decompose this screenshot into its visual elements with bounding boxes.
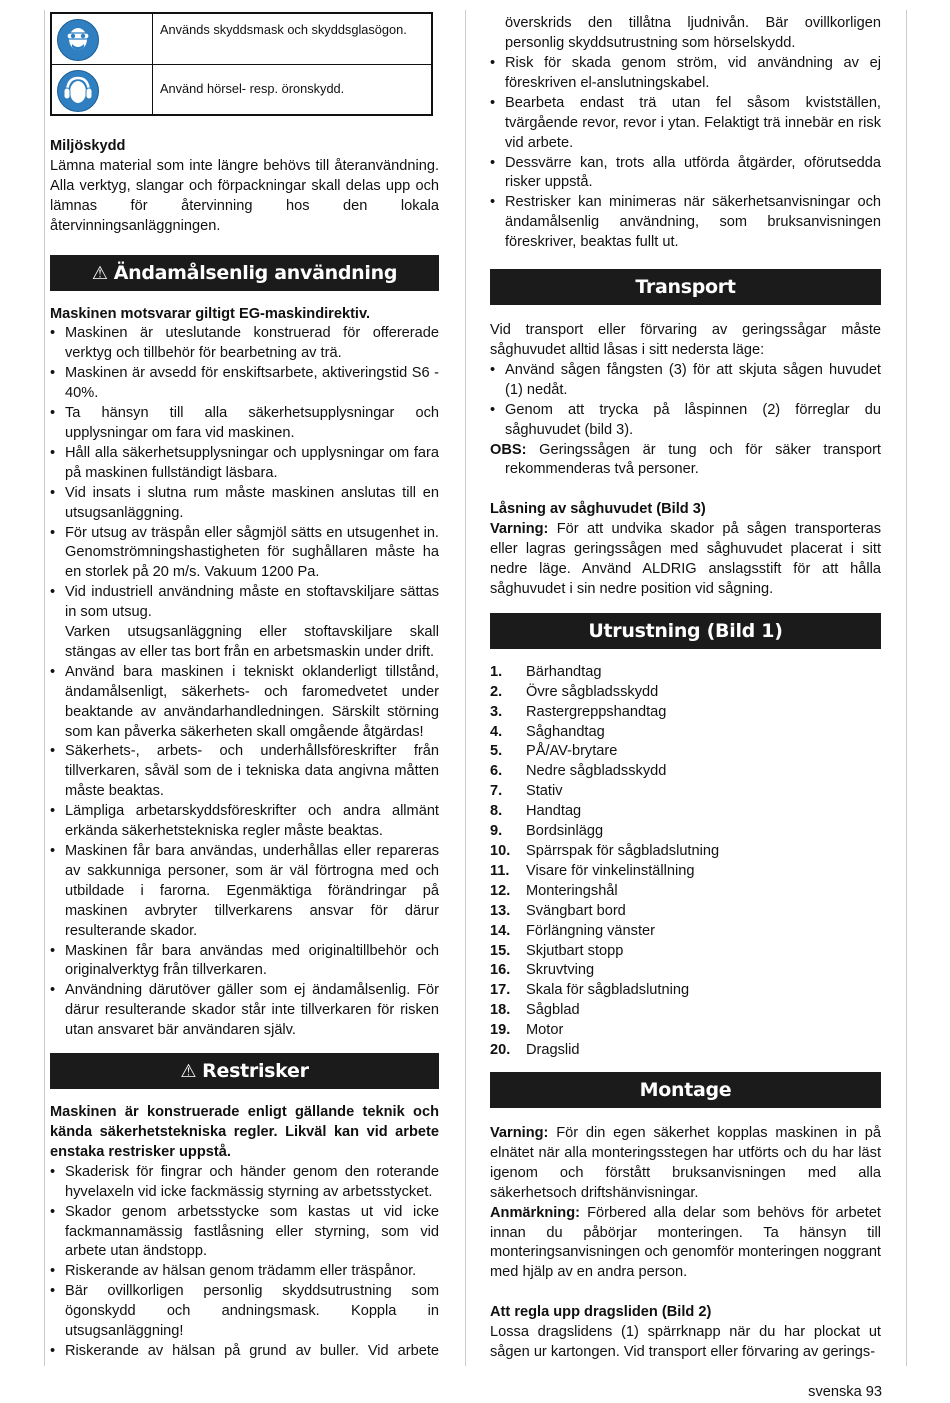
transport-banner [490, 269, 881, 305]
residual-risks-list-right [490, 14, 881, 253]
warning-triangle-icon: ⚠ [180, 1061, 197, 1083]
equipment-item-label: Såghandtag [526, 723, 605, 740]
equipment-item-label: Skjutbart stopp [526, 942, 624, 959]
lock-heading: Låsning av såghuvudet (Bild 3) [490, 501, 706, 518]
equipment-item-number: 3. [490, 703, 503, 720]
transport-list [490, 361, 881, 441]
equipment-item-label: Dragslid [526, 1042, 580, 1059]
equipment-item [490, 942, 881, 962]
equipment-item [490, 742, 881, 762]
residual-risks-list-left [50, 1163, 439, 1362]
equipment-item [490, 1001, 881, 1021]
list-item: • Vid industriell användning måste en stoftavskiljare sättas in som utsug. Varken utsugsanläggning eller stoftavskiljare skall stängas av eller tas bort från en arbetsmaskin under drift. [50, 584, 439, 660]
equipment-item [490, 762, 881, 782]
column-divider [465, 10, 466, 1366]
list-item: • Använd bara maskinen i tekniskt oklanderligt tillstånd, ändamålsenligt, säkerhets- och faromedvetet under beaktande av användarhandledningen. Särskilt störning som kan påverka säkerheten skall omgående åtgärdas! [50, 663, 439, 740]
equipment-item-label: Visare för vinkelinställning [526, 862, 695, 879]
list-item: • Använd sågen fångsten (3) för att skjuta sågen huvudet (1) nedåt. [490, 361, 881, 398]
list-item: • För utsug av träspån eller sågmjöl sätts en utsugenhet in. Genomströmningshastigheten för sughållaren måste ha en storlek på 20 m/s. Vakuum 1200 Pa. [50, 524, 439, 581]
equipment-item [490, 1041, 881, 1061]
residual-risks-banner [50, 1053, 439, 1089]
list-item: • Riskerande av hälsan på grund av buller. Vid arbete [50, 1342, 439, 1362]
intended-use-banner [50, 255, 439, 291]
list-item: • Skador genom arbetsstycke som kastas ut vid icke fackmannamässig fastlåsning eller styrning, som vid arbete utan ändstopp. [50, 1203, 439, 1260]
equipment-item-label: Monteringshål [526, 882, 618, 899]
equipment-item-number: 14. [490, 922, 511, 939]
right-margin-line [906, 10, 907, 1366]
list-item: • Håll alla säkerhetsupplysningar och upplysningar om fara på maskinen fullständigt läsbara. [50, 444, 439, 481]
equipment-item-number: 17. [490, 982, 511, 999]
equipment-item [490, 882, 881, 902]
safety-icon-cell [52, 14, 153, 64]
equipment-item-label: Bärhandtag [526, 663, 602, 680]
transport-intro: Vid transport eller förvaring av geringssågar måste såghuvudet alltid låsas i sitt nedersta läge: [490, 322, 881, 358]
equipment-item-label: Förlängning vänster [526, 922, 655, 939]
list-item: • Bär ovillkorligen personlig skyddsutrustning som ögonskydd och andningsmask. Koppla in utsugsanläggning! [50, 1283, 439, 1340]
equipment-item-number: 12. [490, 882, 511, 899]
list-item: • Maskinen är avsedd för enskiftsarbete, aktiveringstid S6 - 40%. [50, 365, 439, 402]
equipment-item-number: 4. [490, 723, 503, 740]
equipment-item-number: 9. [490, 823, 503, 840]
warning-triangle-icon: ⚠ [91, 262, 108, 284]
equipment-item-number: 6. [490, 763, 503, 780]
obs-label: OBS: [490, 441, 527, 458]
list-item: • Genom att trycka på låspinnen (2) förreglar du såghuvudet (bild 3). [490, 401, 881, 438]
list-item: • Restrisker kan minimeras när säkerhetsanvisningar och ändamålsenlig användning, som bruksanvisningen föreskriver, beaktas fullt ut. [490, 194, 881, 251]
left-column [50, 137, 439, 1362]
equipment-item-number: 10. [490, 843, 511, 859]
equipment-item [490, 663, 881, 683]
safety-text-mask: Används skyddsmask och skyddsglasögon. [160, 22, 407, 37]
equipment-item-label: Spärrspak för sågbladslutning [526, 843, 720, 859]
list-item: • Skaderisk för fingrar och händer genom den roterande hyvelaxeln vid icke fackmässig styrning av arbetsstycket. [50, 1163, 439, 1200]
ear-protection-icon [57, 70, 99, 112]
intended-use-list [50, 324, 439, 1041]
equipment-item-label: Motor [526, 1022, 564, 1039]
safety-row-mask [52, 14, 431, 65]
equipment-item [490, 683, 881, 703]
transport-title: Transport [635, 276, 736, 299]
list-item: • Användning därutöver gäller som ej ändamålsenlig. För därur resulterande skador står inte tillverkaren för risken utan ansvaret bär användaren själv. [50, 982, 439, 1039]
equipment-item-number: 13. [490, 902, 511, 919]
equipment-item [490, 842, 881, 862]
environment-heading: Miljöskydd [50, 138, 126, 154]
equipment-item-label: Rastergreppshandtag [526, 703, 667, 720]
lock-warning: Varning: För att undvika skador på sågen transporteras eller lagras geringssågen med såghuvudet placerat i sitt nedre läge. Använd ALDRIG anslagsstift för att hålla såghuvudet i sin nedre position vid sågning. [490, 521, 881, 597]
assembly-warning: Varning: För din egen säkerhet kopplas maskinen in på elnätet när alla monteringsstegen har utförts och du har läst igenom och förstått bruksanvisningen med alla säkerhetsoch driftshänvisningar. [490, 1124, 881, 1201]
equipment-item [490, 961, 881, 981]
equipment-item [490, 922, 881, 942]
equipment-item-number: 5. [490, 743, 503, 760]
right-column [490, 14, 881, 1363]
list-item: • Dessvärre kan, trots alla utförda åtgärder, oförutsedda risker uppstå. [490, 154, 881, 191]
equipment-item [490, 981, 881, 1001]
list-item: • Maskinen får bara användas med originaltillbehör och originalverktyg från tillverkaren. [50, 942, 439, 979]
list-item: • Risk för skada genom ström, vid användning av ej föreskriven el-anslutningskabel. [490, 55, 881, 91]
intended-use-intro: Maskinen motsvarar giltigt EG-maskindirektiv. [50, 305, 371, 322]
environment-text: Lämna material som inte längre behövs till återanvändning. Alla verktyg, slangar och förpackningar skall delas upp och lämnas för återvinning hos den lokala återvinningsanläggningen. [50, 157, 439, 234]
split-item-rest: överskrids den tillåtna ljudnivån. Bär ovillkorligen personlig skyddsutrustning som hörselskydd. [505, 14, 881, 51]
list-item: • Lämpliga arbetarskyddsföreskrifter och andra allmänt erkända säkerhetstekniska regler måste beaktas. [50, 803, 439, 840]
equipment-item-label: Skruvtving [526, 962, 595, 979]
equipment-item-label: Övre sågbladsskydd [526, 683, 659, 700]
equipment-item-label: Handtag [526, 803, 582, 820]
equipment-item-label: Stativ [526, 783, 563, 800]
residual-risks-title: Restrisker [202, 1060, 309, 1083]
equipment-item [490, 822, 881, 842]
equipment-item-label: Bordsinlägg [526, 823, 604, 840]
list-item: • Säkerhets-, arbets- och underhållsföreskrifter från tillverkaren, såväl som de i tekniska data angivna måtten måste beaktas. [50, 743, 439, 800]
left-margin-line [44, 10, 45, 1366]
equipment-banner [490, 613, 881, 649]
list-item-continued [490, 14, 881, 54]
safety-symbol-table [50, 12, 433, 116]
equipment-item-number: 1. [490, 663, 503, 680]
equipment-item-number: 19. [490, 1022, 511, 1039]
equipment-item-number: 11. [490, 862, 510, 879]
obs-text: Geringssågen är tung och för säker transport rekommenderas två personer. [505, 441, 881, 478]
equipment-item-label: Nedre sågbladsskydd [526, 763, 667, 780]
transport-obs [490, 441, 881, 481]
equipment-item-number: 15. [490, 942, 511, 959]
equipment-item-label: PÅ/AV-brytare [526, 743, 618, 760]
safety-row-ear [52, 65, 431, 115]
equipment-item-number: 7. [490, 783, 503, 800]
equipment-item-number: 20. [490, 1042, 511, 1059]
slide-heading: Att regla upp dragsliden (Bild 2) [490, 1304, 712, 1321]
equipment-item [490, 862, 881, 882]
assembly-banner [490, 1072, 881, 1108]
equipment-list [490, 663, 881, 1061]
intended-use-title: Ändamålsenlig användning [113, 261, 398, 284]
equipment-item [490, 1021, 881, 1041]
equipment-item-label: Skala för sågbladslutning [526, 982, 690, 999]
residual-risks-intro: Maskinen är konstruerade enligt gällande teknik och kända säkerhetstekniska regler. Likväl kan vid arbete enstaka restrisker uppstå. [50, 1104, 439, 1160]
assembly-title: Montage [639, 1078, 732, 1101]
page-footer: svenska 93 [808, 1384, 882, 1400]
equipment-item-number: 16. [490, 962, 511, 979]
equipment-item-number: 8. [490, 803, 503, 820]
list-item: • Maskinen får bara användas, underhållas eller repareras av sakkunniga personer, som är väl förtrogna med och utbildade i farorna. Egenmäktiga förändringar på maskinen avbryter tillverkarens ansvar för därur resulterande skador. [50, 843, 439, 939]
list-item: • Ta hänsyn till alla säkerhetsupplysningar och upplysningar om fara vid maskinen. [50, 405, 439, 441]
equipment-title: Utrustning (Bild 1) [588, 619, 783, 642]
list-item: • Maskinen är uteslutande konstruerad för offererade verktyg och tillbehör för bearbetning av trä. [50, 325, 439, 362]
equipment-item [490, 782, 881, 802]
list-item: • Vid insats i slutna rum måste maskinen anslutas till en utsugsanläggning. [50, 484, 439, 521]
dust-note: Varken utsugsanläggning eller stoftavskiljare skall stängas av eller tas bort från en arbetsmaskin under drift. [65, 624, 439, 660]
equipment-item [490, 723, 881, 743]
split-item-start: Riskerande av hälsan på grund av buller. Vid arbete [65, 1342, 439, 1359]
face-mask-goggles-icon [57, 19, 99, 61]
equipment-item-label: Svängbart bord [526, 902, 626, 919]
assembly-note: Anmärkning: Förbered alla delar som behövs för arbetet innan du påbörjar monteringen. Ta hänsyn till monteringsanvisningen och genomför monteringen noggrant med hjälp av en andra person. [490, 1204, 881, 1281]
list-item: • Riskerande av hälsan genom trädamm eller träspånor. [50, 1263, 417, 1280]
equipment-item-label: Sågblad [526, 1002, 580, 1019]
safety-icon-cell [52, 65, 153, 115]
equipment-item [490, 703, 881, 723]
list-item: • Bearbeta endast trä utan fel såsom kvistställen, tvärgående revor, revor i ytan. Felaktigt trä innebär en risk vid arbete. [490, 94, 881, 151]
equipment-item-number: 18. [490, 1002, 511, 1019]
slide-text: Lossa dragslidens (1) spärrknapp när du har plockat ut sågen ur kartongen. Vid transport eller förvaring av gerings- [490, 1324, 881, 1361]
safety-text-ear: Använd hörsel- resp. öronskydd. [160, 81, 345, 96]
equipment-item [490, 802, 881, 822]
equipment-item [490, 902, 881, 922]
equipment-item-number: 2. [490, 683, 503, 700]
